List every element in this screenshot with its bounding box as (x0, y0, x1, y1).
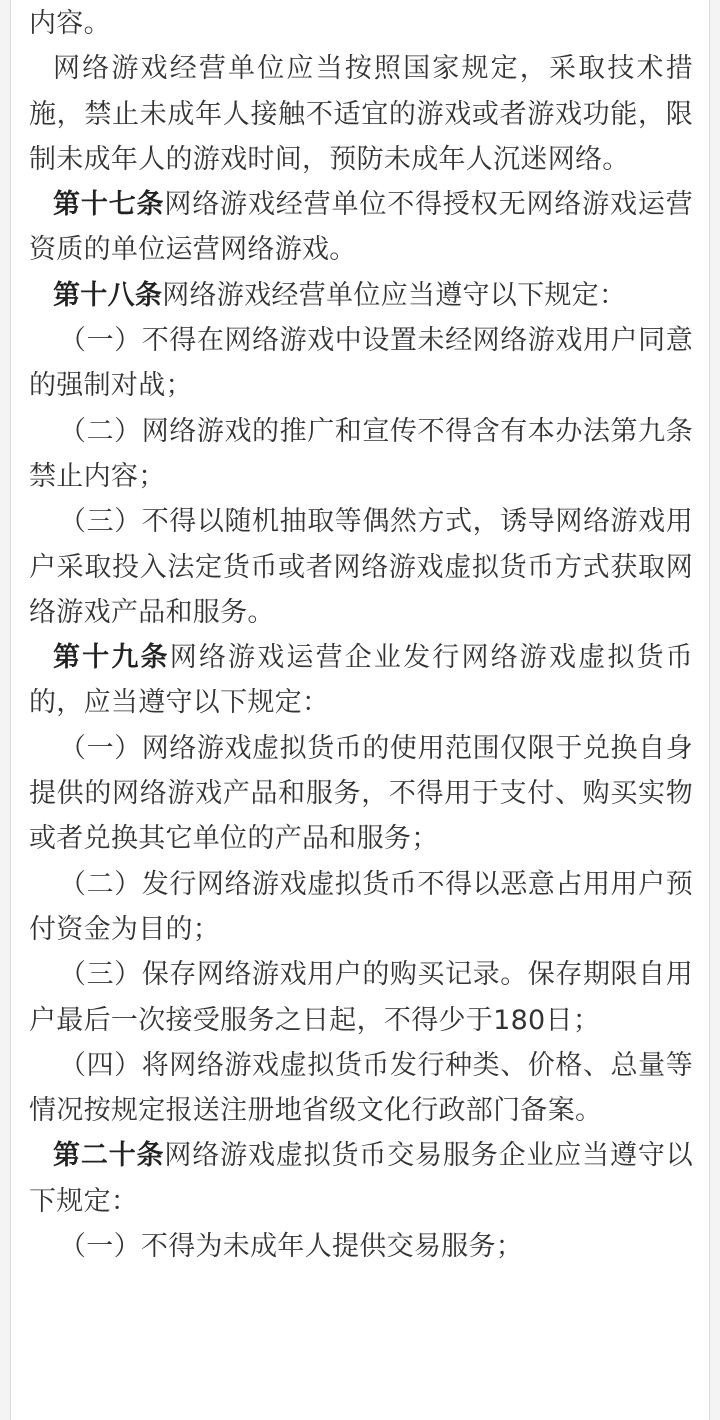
article-paragraph (29, 635, 693, 726)
paragraph-text: 网络游戏运营企业发行网络游戏虚拟货币的，应当遵守以下规定： (29, 642, 693, 719)
paragraph-text: 网络游戏经营单位应当遵守以下规定： (162, 279, 627, 311)
clause-paragraph (29, 1043, 693, 1134)
clause-paragraph (29, 726, 693, 862)
article-paragraph (29, 273, 693, 318)
article-paragraph (29, 1133, 693, 1224)
paragraph-text: （一）网络游戏虚拟货币的使用范围仅限于兑换自身提供的网络游戏产品和服务，不得用于支付、购买实物或者兑换其它单位的产品和服务； (29, 732, 693, 855)
clause-paragraph (29, 499, 693, 635)
paragraph-text: （四）将网络游戏虚拟货币发行种类、价格、总量等情况按规定报送注册地省级文化行政部门备案。 (29, 1049, 693, 1127)
paragraph-text: 网络游戏虚拟货币交易服务企业应当遵守以下规定： (29, 1140, 694, 1217)
paragraph (29, 1, 693, 46)
article-number: 第十九条 (53, 642, 170, 674)
paragraph-text: （三）保存网络游戏用户的购买记录。保存期限自用户最后一次接受服务之日起，不得少于180日； (29, 959, 693, 1036)
paragraph-text: （三）不得以随机抽取等偶然方式，诱导网络游戏用户采取投入法定货币或者网络游戏虚拟货币方式获取网络游戏产品和服务。 (29, 506, 693, 628)
clause-paragraph (29, 409, 693, 500)
paragraph-text: （二）发行网络游戏虚拟货币不得以恶意占用用户预付资金为目的； (29, 868, 693, 945)
document-page (10, 0, 710, 1420)
clause-paragraph (29, 952, 693, 1043)
clause-paragraph (29, 1224, 693, 1269)
paragraph-text: 网络游戏经营单位不得授权无网络游戏运营资质的单位运营网络游戏。 (29, 189, 694, 266)
paragraph-text: （一）不得在网络游戏中设置未经网络游戏用户同意的强制对战； (29, 325, 693, 402)
article-paragraph (29, 182, 693, 273)
article-number: 第十八条 (53, 279, 163, 311)
article-number: 第十七条 (53, 189, 165, 221)
paragraph-text: （一）不得为未成年人提供交易服务； (59, 1231, 524, 1263)
paragraph-text: 网络游戏经营单位应当按照国家规定，采取技术措施，禁止未成年人接触不适宜的游戏或者游戏功能，限制未成年人的游戏时间，预防未成年人沉迷网络。 (29, 53, 693, 175)
article-number: 第二十条 (53, 1140, 165, 1172)
article-text (29, 1, 693, 1269)
paragraph-text: 内容。 (29, 8, 111, 39)
clause-paragraph (29, 318, 693, 409)
paragraph (29, 46, 693, 182)
clause-paragraph (29, 862, 693, 953)
paragraph-text: （二）网络游戏的推广和宣传不得含有本办法第九条禁止内容； (29, 415, 693, 492)
